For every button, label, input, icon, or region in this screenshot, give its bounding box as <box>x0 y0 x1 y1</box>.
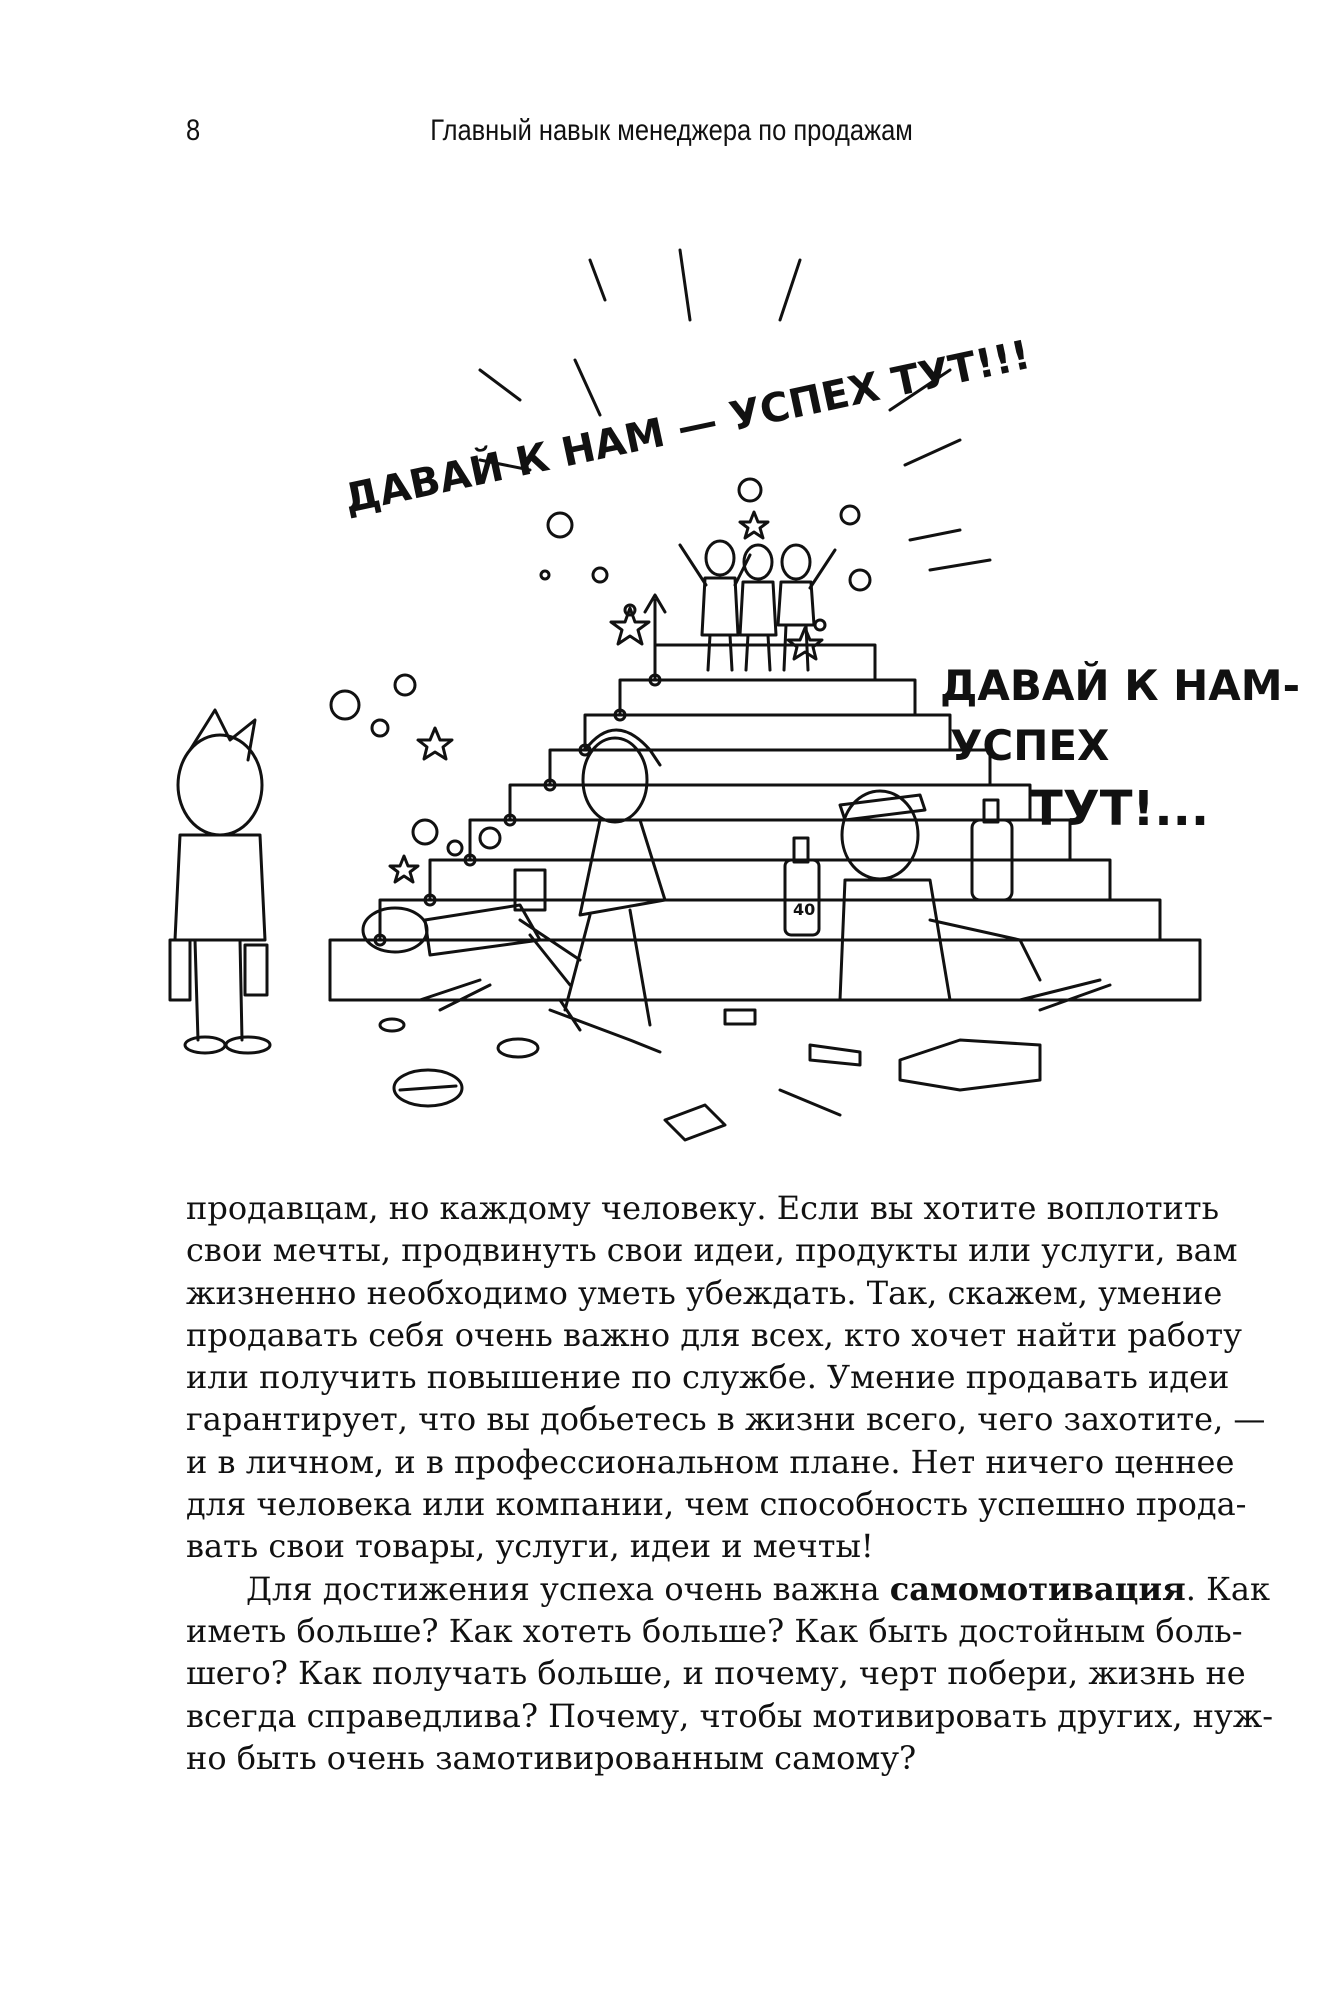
banner-top-text: ДАВАЙ К НАМ — УСПЕХ ТУТ!!! <box>340 332 1035 523</box>
text-line: продавать себя очень важно для всех, кто хочет найти работу <box>186 1315 1242 1354</box>
paragraph-2-first-line <box>186 1568 1270 1610</box>
page-number: 8 <box>186 114 201 147</box>
running-title: Главный навык менеджера по продажам <box>430 114 913 147</box>
text-line: всегда справедлива? Почему, чтобы мотивировать других, нуж- <box>186 1696 1274 1735</box>
text-line: гарантирует, что вы добьетесь в жизни всего, чего захотите, — <box>186 1400 1266 1439</box>
text-line: для человека или компании, чем способность успешно прода- <box>186 1485 1247 1524</box>
boy-figure <box>170 710 270 1053</box>
banner-right-line2: УСПЕХ <box>950 721 1110 770</box>
body-text <box>186 1187 1274 1779</box>
lying-man-figure <box>363 905 580 985</box>
woman-figure <box>515 730 665 1025</box>
cartoon-illustration <box>160 240 1301 1170</box>
text-line: и в личном, и в профессиональном плане. Нет ничего ценнее <box>186 1442 1235 1481</box>
banner-right-line3: ТУТ!... <box>1030 781 1210 837</box>
text-line: шего? Как получать больше, и почему, черт побери, жизнь не <box>186 1654 1246 1693</box>
text-run: . Как <box>1185 1569 1270 1608</box>
text-line: но быть очень замотивированным самому? <box>186 1738 917 1777</box>
bold-term: самомотивация <box>889 1569 1186 1608</box>
text-line: иметь больше? Как хотеть больше? Как быть достойным боль- <box>186 1611 1243 1650</box>
bottle-label: 40 <box>793 900 816 919</box>
text-run: Для достижения успеха очень важна <box>246 1569 890 1608</box>
floor-debris <box>380 980 1110 1140</box>
winners-group <box>680 541 835 670</box>
text-line: вать свои товары, услуги, идеи и мечты! <box>186 1527 874 1566</box>
text-line: продавцам, но каждому человеку. Если вы хотите воплотить <box>186 1189 1219 1227</box>
text-line: или получить повышение по службе. Умение продавать идеи <box>186 1358 1230 1397</box>
text-line: свои мечты, продвинуть свои идеи, продукты или услуги, вам <box>186 1231 1238 1270</box>
text-line: жизненно необходимо уметь убеждать. Так, скажем, умение <box>186 1273 1223 1312</box>
banner-right-line1: ДАВАЙ К НАМ- <box>940 661 1301 710</box>
